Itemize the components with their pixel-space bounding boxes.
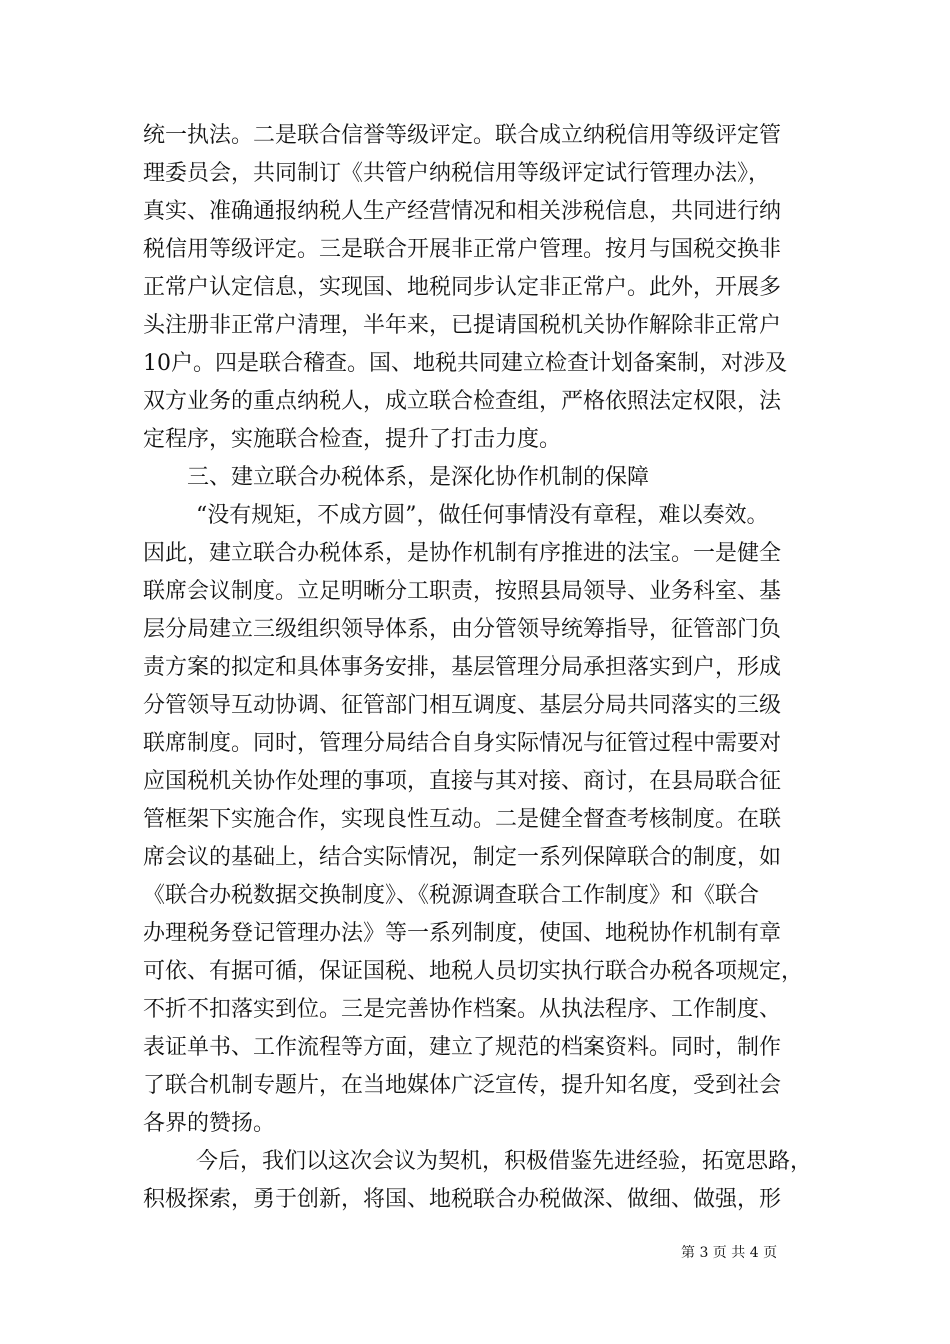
- text-line: 席会议的基础上，结合实际情况，制定一系列保障联合的制度，如: [143, 845, 782, 870]
- text-line: 真实、准确通报纳税人生产经营情况和相关涉税信息，共同进行纳: [143, 199, 782, 224]
- text-line: 正常户认定信息，实现国、地税同步认定非正常户。此外，开展多: [143, 275, 782, 300]
- text-line: 双方业务的重点纳税人，成立联合检查组，严格依照法定权限，法: [143, 389, 782, 414]
- text-line: 税信用等级评定。三是联合开展非正常户管理。按月与国税交换非: [143, 237, 782, 262]
- section-heading: 三、建立联合办税体系，是深化协作机制的保障: [187, 465, 650, 490]
- text-line: 层分局建立三级组织领导体系，由分管领导统筹指导，征管部门负: [143, 617, 782, 642]
- text-line: 今后，我们以这次会议为契机，积极借鉴先进经验，拓宽思路，: [196, 1149, 813, 1174]
- text-line: 可依、有据可循，保证国税、地税人员切实执行联合办税各项规定，: [143, 959, 804, 984]
- text-line: “没有规矩，不成方圆”，做任何事情没有章程，难以奏效。: [196, 503, 769, 528]
- text-line: 统一执法。二是联合信誉等级评定。联合成立纳税信用等级评定管: [143, 123, 782, 148]
- text-line: 应国税机关协作处理的事项，直接与其对接、商讨，在县局联合征: [143, 769, 782, 794]
- text-line: 《联合办税数据交换制度》、《税源调查联合工作制度》和《联合: [143, 883, 760, 908]
- text-line: 联席制度。同时，管理分局结合自身实际情况与征管过程中需要对: [143, 731, 782, 756]
- text-line: 定程序，实施联合检查，提升了打击力度。: [143, 427, 562, 452]
- text-line: 了联合机制专题片，在当地媒体广泛宣传，提升知名度，受到社会: [143, 1073, 782, 1098]
- text-line: 表证单书、工作流程等方面，建立了规范的档案资料。同时，制作: [143, 1035, 782, 1060]
- text-line: 不折不扣落实到位。三是完善协作档案。从执法程序、工作制度、: [143, 997, 782, 1022]
- text-line: 分管领导互动协调、征管部门相互调度、基层分局共同落实的三级: [143, 693, 782, 718]
- text-line: 办理税务登记管理办法》等一系列制度，使国、地税协作机制有章: [143, 921, 782, 946]
- text-line: 因此，建立联合办税体系，是协作机制有序推进的法宝。一是健全: [143, 541, 782, 566]
- text-line: 联席会议制度。立足明晰分工职责，按照县局领导、业务科室、基: [143, 579, 782, 604]
- text-line: 积极探索，勇于创新，将国、地税联合办税做深、做细、做强，形: [143, 1187, 782, 1212]
- text-line: 责方案的拟定和具体事务安排，基层管理分局承担落实到户，形成: [143, 655, 782, 680]
- text-line: 管框架下实施合作，实现良性互动。二是健全督查考核制度。在联: [143, 807, 782, 832]
- text-line: 理委员会，共同制订《共管户纳税信用等级评定试行管理办法》，: [143, 161, 771, 186]
- text-line: 各界的赞扬。: [143, 1111, 276, 1136]
- page-number: 第 3 页 共 4 页: [681, 1245, 778, 1261]
- text-line: 头注册非正常户清理，半年来，已提请国税机关协作解除非正常户: [143, 313, 782, 338]
- text-line: 10户。四是联合稽查。国、地税共同建立检查计划备案制，对涉及: [143, 351, 787, 376]
